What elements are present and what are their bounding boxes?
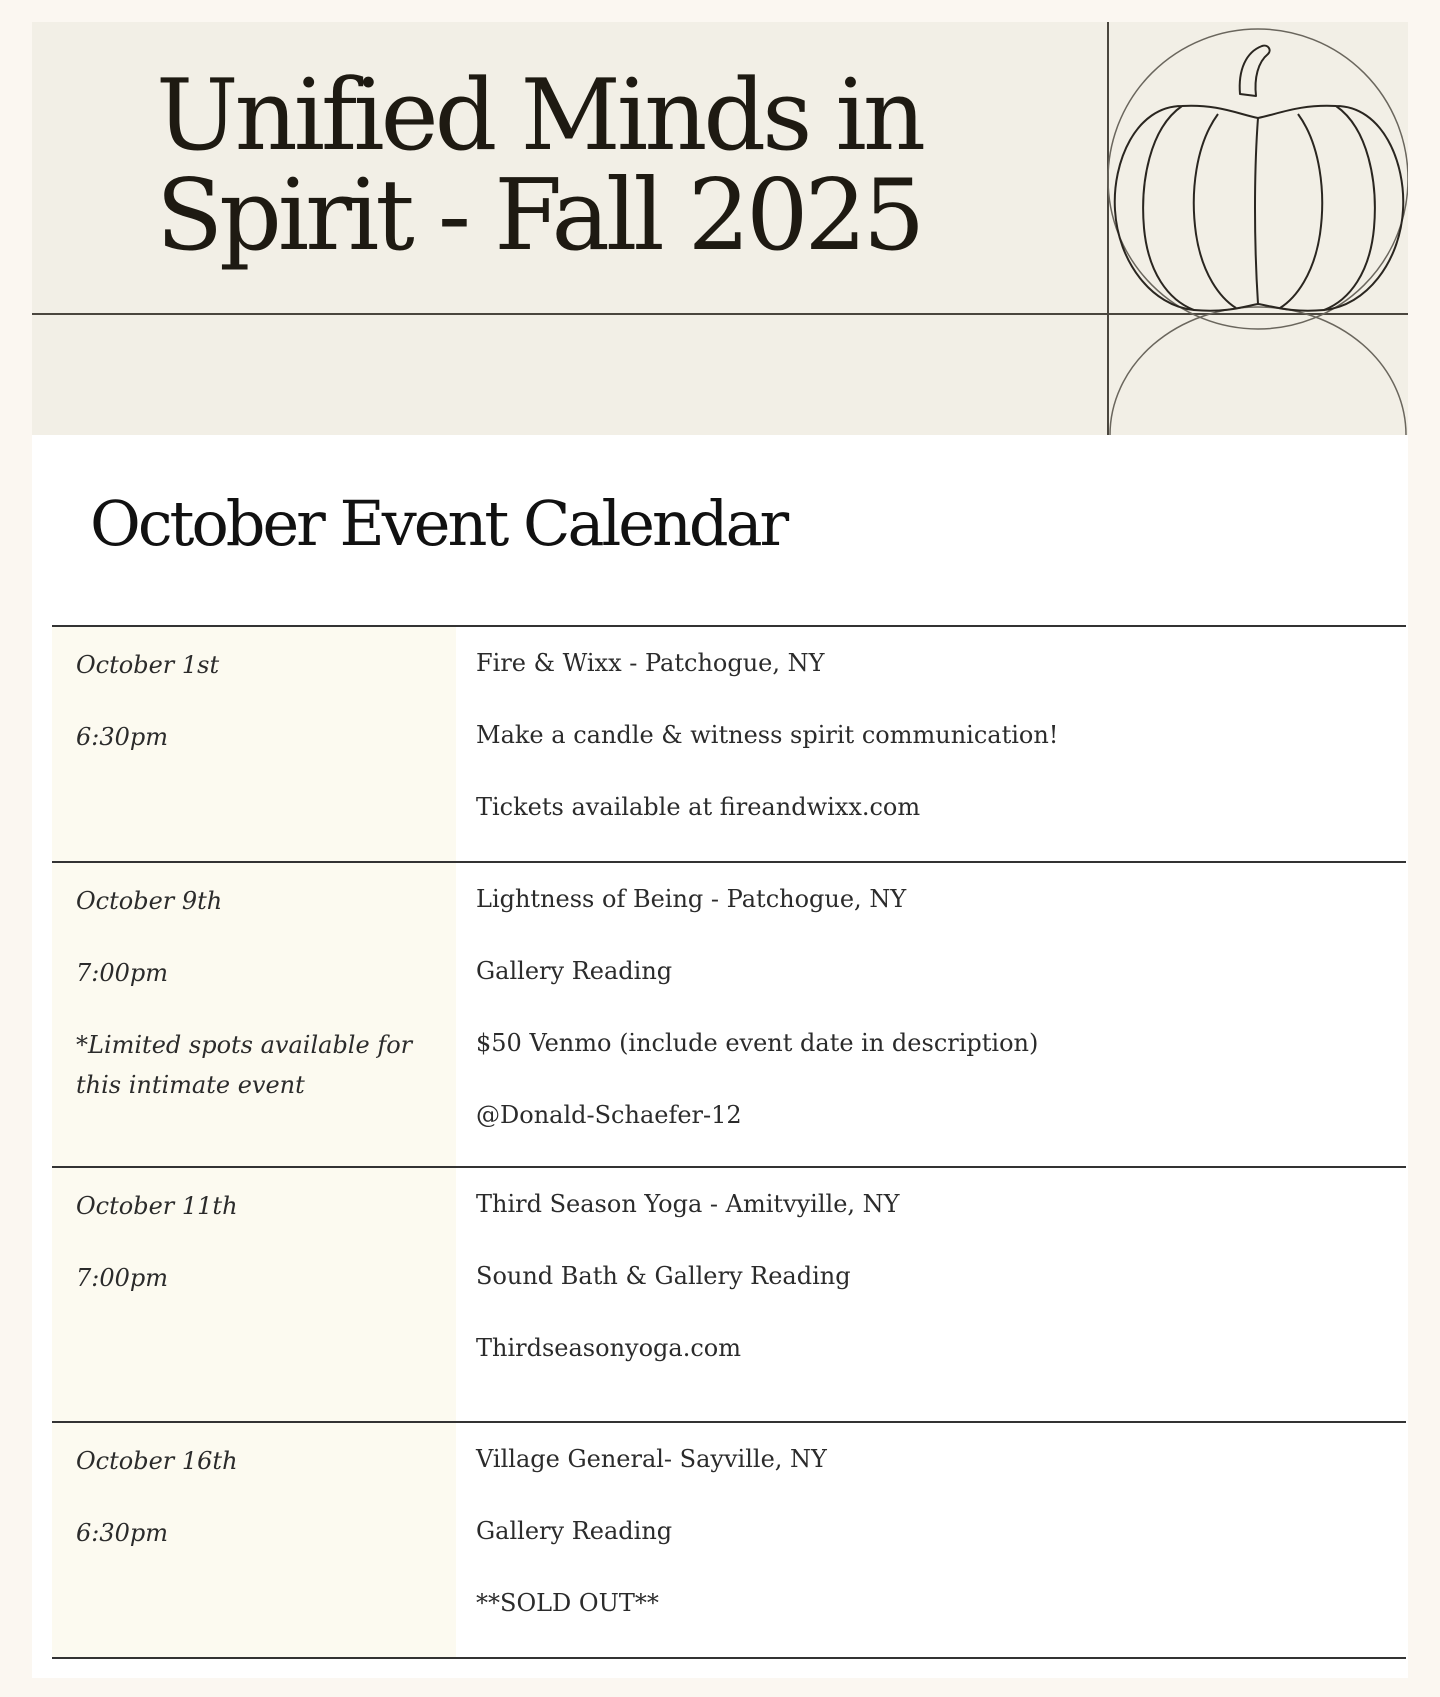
event-time: 7:00pm	[76, 959, 169, 987]
event-details-cell	[456, 1423, 1406, 1657]
decorative-circle-icon	[1108, 29, 1408, 329]
calendar-title: October Event Calendar	[90, 487, 787, 560]
header-banner	[32, 22, 1408, 435]
event-status: **SOLD OUT**	[476, 1589, 659, 1617]
event-venue: Village General- Sayville, NY	[476, 1445, 827, 1473]
event-description: Gallery Reading	[476, 1517, 673, 1545]
decorative-arch-icon	[1110, 307, 1406, 435]
event-note: *Limited spots available for this intimate event	[76, 1031, 413, 1099]
event-date: October 11th	[76, 1192, 238, 1220]
event-row	[52, 1168, 1406, 1423]
event-date: October 1st	[76, 651, 220, 679]
event-website: Thirdseasonyoga.com	[476, 1334, 741, 1362]
event-time: 6:30pm	[76, 1519, 169, 1547]
event-description: Make a candle & witness spirit communication!	[476, 721, 1059, 749]
event-row	[52, 1423, 1406, 1659]
event-when-cell	[52, 1423, 456, 1657]
event-details-cell	[456, 627, 1406, 861]
event-venue: Lightness of Being - Patchogue, NY	[476, 885, 907, 913]
event-when-cell	[52, 863, 456, 1166]
event-description: Sound Bath & Gallery Reading	[476, 1262, 851, 1290]
event-venmo-handle: @Donald-Schaefer-12	[476, 1101, 742, 1129]
event-venue: Third Season Yoga - Amitvyille, NY	[476, 1190, 900, 1218]
event-details-cell	[456, 1168, 1406, 1421]
event-price: $50 Venmo (include event date in description)	[476, 1029, 1039, 1057]
event-description: Gallery Reading	[476, 957, 673, 985]
event-schedule-table	[52, 625, 1406, 1659]
event-when-cell	[52, 1168, 456, 1421]
event-when-cell	[52, 627, 456, 861]
event-details-cell	[456, 863, 1406, 1166]
title-line-2: Spirit - Fall 2025	[156, 159, 922, 273]
flyer-page	[32, 22, 1408, 1678]
event-date: October 16th	[76, 1447, 238, 1475]
title-line-1: Unified Minds in	[156, 59, 922, 173]
event-row	[52, 627, 1406, 863]
pumpkin-icon	[1115, 46, 1404, 311]
event-time: 6:30pm	[76, 723, 169, 751]
header-graphic	[32, 22, 1408, 435]
event-date: October 9th	[76, 887, 223, 915]
event-ticket-info: Tickets available at fireandwixx.com	[476, 793, 921, 821]
event-row	[52, 863, 1406, 1168]
event-time: 7:00pm	[76, 1264, 169, 1292]
event-venue: Fire & Wixx - Patchogue, NY	[476, 649, 825, 677]
